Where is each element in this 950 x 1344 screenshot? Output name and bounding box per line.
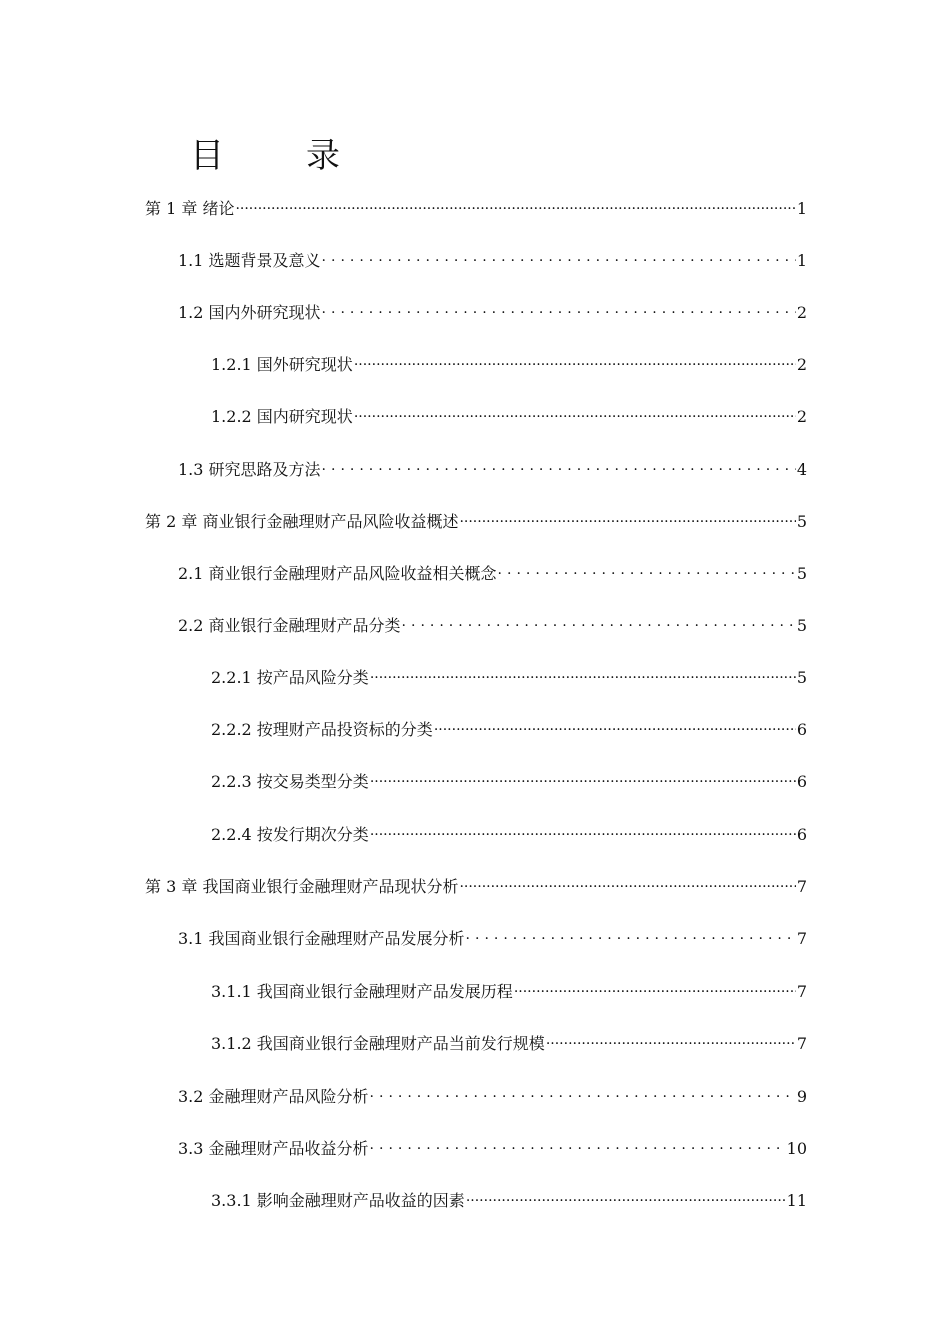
toc-entry-ch1[interactable] (145, 198, 807, 220)
dot-leader (322, 454, 796, 477)
dot-leader (235, 193, 795, 216)
toc-label: 1.2 国内外研究现状 (178, 303, 321, 322)
dot-leader (354, 349, 796, 372)
dot-leader (370, 766, 796, 789)
dot-leader (466, 923, 796, 946)
toc-page: 1 (796, 199, 807, 218)
toc-page: 10 (786, 1139, 807, 1158)
toc-label: 第 1 章 绪论 (145, 199, 235, 218)
toc-page: 6 (796, 772, 807, 791)
title-char-1: 目 (190, 136, 224, 176)
toc-page: 7 (796, 982, 807, 1001)
dot-leader (354, 401, 796, 424)
toc-entry-3-1[interactable] (178, 928, 807, 950)
toc-entry-ch2[interactable] (145, 511, 807, 533)
dot-leader (546, 1028, 796, 1051)
dot-leader (322, 245, 796, 268)
toc-page: 11 (786, 1191, 807, 1210)
toc-entry-1-2-1[interactable] (211, 354, 807, 376)
toc-entry-2-2-3[interactable] (211, 771, 807, 793)
dot-leader (498, 558, 796, 581)
toc-entry-3-3-1[interactable] (211, 1190, 807, 1212)
toc-label: 1.3 研究思路及方法 (178, 460, 321, 479)
toc-page: 7 (796, 929, 807, 948)
toc-title (190, 128, 340, 177)
toc-entry-2-1[interactable] (178, 563, 807, 585)
dot-leader (514, 976, 796, 999)
toc-entry-3-1-2[interactable] (211, 1033, 807, 1055)
toc-entry-1-2-2[interactable] (211, 406, 807, 428)
toc-label: 2.2.1 按产品风险分类 (211, 668, 369, 687)
toc-entry-2-2-1[interactable] (211, 667, 807, 689)
dot-leader (370, 819, 796, 842)
toc-label: 3.1.1 我国商业银行金融理财产品发展历程 (211, 982, 513, 1001)
toc-entry-2-2[interactable] (178, 615, 807, 637)
toc-label: 3.3 金融理财产品收益分析 (178, 1139, 369, 1158)
toc-page: 5 (796, 512, 807, 531)
toc-page: 5 (796, 616, 807, 635)
toc-page: 6 (796, 825, 807, 844)
toc-entry-1-3[interactable] (178, 459, 807, 481)
toc-page: 2 (796, 355, 807, 374)
toc-entry-2-2-4[interactable] (211, 824, 807, 846)
toc-page: 7 (796, 1034, 807, 1053)
toc-page: 5 (796, 564, 807, 583)
toc-label: 2.2.3 按交易类型分类 (211, 772, 369, 791)
toc-page: 5 (796, 668, 807, 687)
toc-entry-ch3[interactable] (145, 876, 807, 898)
toc-entry-3-1-1[interactable] (211, 981, 807, 1003)
toc-label: 3.1 我国商业银行金融理财产品发展分析 (178, 929, 465, 948)
toc-label: 第 2 章 商业银行金融理财产品风险收益概述 (145, 512, 459, 531)
toc-label: 1.1 选题背景及意义 (178, 251, 321, 270)
toc-label: 2.1 商业银行金融理财产品风险收益相关概念 (178, 564, 497, 583)
dot-leader (459, 506, 795, 529)
dot-leader (370, 1133, 786, 1156)
dot-leader (466, 1185, 786, 1208)
toc-entry-1-2[interactable] (178, 302, 807, 324)
dot-leader (370, 662, 796, 685)
dot-leader (322, 297, 796, 320)
toc-page: 6 (796, 720, 807, 739)
toc-label: 3.3.1 影响金融理财产品收益的因素 (211, 1191, 465, 1210)
dot-leader (459, 871, 795, 894)
toc-label: 3.1.2 我国商业银行金融理财产品当前发行规模 (211, 1034, 545, 1053)
toc-entry-3-3[interactable] (178, 1138, 807, 1160)
toc-page: 9 (796, 1087, 807, 1106)
toc-page: 2 (796, 407, 807, 426)
toc-page: 7 (796, 877, 807, 896)
toc-entry-3-2[interactable] (178, 1086, 807, 1108)
toc-page: 1 (796, 251, 807, 270)
toc-page: 2 (796, 303, 807, 322)
toc-label: 2.2.2 按理财产品投资标的分类 (211, 720, 433, 739)
dot-leader (370, 1081, 796, 1104)
toc-label: 1.2.2 国内研究现状 (211, 407, 353, 426)
toc-page: 4 (796, 460, 807, 479)
toc-label: 2.2 商业银行金融理财产品分类 (178, 616, 401, 635)
toc-label: 3.2 金融理财产品风险分析 (178, 1087, 369, 1106)
toc-label: 2.2.4 按发行期次分类 (211, 825, 369, 844)
toc-entry-2-2-2[interactable] (211, 719, 807, 741)
toc-label: 第 3 章 我国商业银行金融理财产品现状分析 (145, 877, 459, 896)
toc-label: 1.2.1 国外研究现状 (211, 355, 353, 374)
dot-leader (402, 610, 796, 633)
toc-entry-1-1[interactable] (178, 250, 807, 272)
title-char-2: 录 (306, 136, 340, 176)
dot-leader (434, 714, 796, 737)
